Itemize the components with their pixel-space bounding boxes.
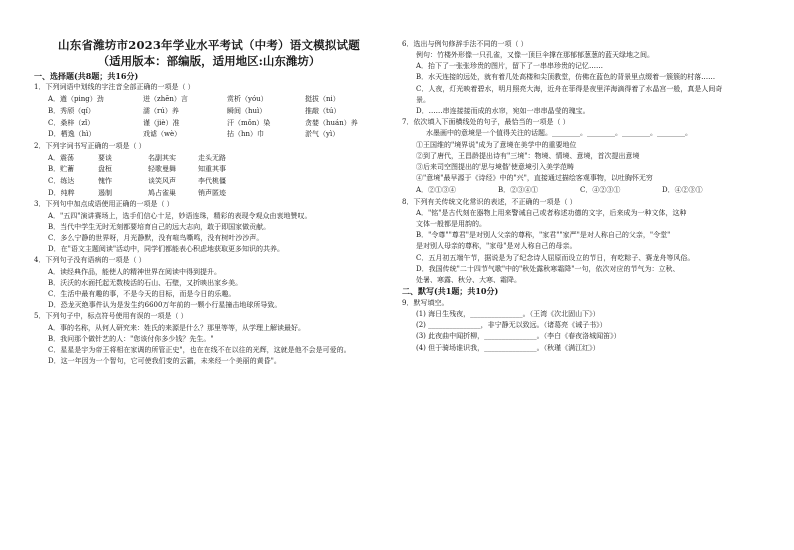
- question-6-example: 例句：竹楼外形像一只孔雀，又像一顶巨伞撑在那郁郁葱葱的蓝天绿地之间。: [416, 51, 654, 59]
- question-8-option-a: A．"铭"是古代刻在器物上用来警诫自己或者称述功德的文字，后来成为一种文体，这种: [416, 208, 687, 217]
- question-1-stem: 1．下列词语中划线的字注音全部正确的一项是（ ）: [34, 83, 195, 92]
- question-2-options-row: [34, 164, 384, 174]
- question-7-item-4: ④"意境"最早源于《诗经》中的"兴"，直接通过描绘客观事物，以吐胸怀无穷: [416, 174, 653, 183]
- question-7-stem: 7．依次填入下面横线处的句子，最恰当的一项是（ ）: [402, 118, 570, 127]
- question-3-option-d: D．在"语文主题阅读"活动中，同学们都能表心积虑地获取更多知识的共养。: [48, 245, 285, 254]
- question-8-stem: 8．下列有关传统文化常识的表述，不正确的一项是（ ）: [402, 197, 577, 206]
- question-4-stem: 4．下列句子没有语病的一项是（ ）: [34, 256, 146, 265]
- question-5-option-a: A．事的名称，从何人研究来：姓氏的来源是什么？那里等等，从学理上解读最好。: [48, 323, 306, 332]
- option-text: A．遒（ping）劲: [48, 95, 104, 104]
- option-text: 瞬间（huì）: [227, 106, 267, 115]
- question-4-option-b: B．沃沃的水面托起无数棱活的石山、石壁，又折映出家乡美。: [48, 278, 243, 287]
- option-text: A．②①③④: [416, 185, 457, 194]
- question-8-option-d: D．我国传统"二十四节气歌"中的"秋处露秋寒霜降"一句，依次对应的节气为：立秋、: [416, 264, 680, 273]
- question-8-option-a-cont: 文体一般都是用韵的。: [416, 220, 486, 229]
- option-text: 谨（jiè）准: [143, 118, 180, 127]
- question-2-options-row: [34, 176, 384, 186]
- question-2-options-row: [34, 188, 384, 198]
- option-text: B．秀颀（qí）: [48, 106, 95, 115]
- question-8-option-b-cont: 是对别人母亲的尊称，"家母"是对人称自己的母亲。: [416, 242, 577, 251]
- question-1-options-row: [34, 94, 384, 104]
- question-7-item-2: ②到了唐代，王昌龄提出诗有"三境"：物境、情境、意境，首次提出意境: [416, 151, 640, 160]
- page-subtitle: （适用版本：部编版，适用地区:山东潍坊）: [97, 54, 321, 68]
- question-6-stem: 6．选出与例句修辞手法不同的一项（ ）: [402, 39, 528, 48]
- question-5-option-d: D．这一年因为一个智句，它可使我们变的云霸，未来经一个美丽的黄昏"。: [48, 357, 281, 366]
- option-text: C．④②③①: [580, 185, 621, 194]
- question-6-option-b: B．水天连接的远处，就有着几处高楼和尖顶教堂，仿佛在蓝色的背景里点缀着一簇簇的村落……: [416, 73, 716, 82]
- question-6-option-d: D．……串连接接而成的水帘，宛如一串串晶莹的瑰宝。: [416, 107, 590, 116]
- option-text: 汗（mǒn）染: [227, 118, 271, 127]
- question-3-option-b: B．当代中学生无时无刻都要培育自己的远大志向，敢于即国家做贡献。: [48, 222, 271, 231]
- option-text: C．桑梓（zǐ）: [48, 118, 95, 127]
- option-text: 走头无路: [198, 153, 226, 162]
- question-7-item-3: ③后来司空图提出的'思与境偕'使意境引入美学范畴: [416, 163, 574, 172]
- option-text: 愧怍: [98, 177, 112, 186]
- option-text: D．④②③①: [662, 185, 703, 194]
- option-text: C．练达: [48, 177, 75, 186]
- option-text: 名副其实: [148, 153, 176, 162]
- question-9-blank-3: (3) 此夜曲中闻折柳，_______________。（李白《春夜洛城闻笛》）: [416, 332, 621, 341]
- question-7-passage: 水墨画中的意境是一个值得关注的话题。________。________。________。________。: [426, 129, 692, 138]
- option-text: 销声匿迹: [198, 188, 226, 197]
- question-9-blank-2: (2) _______________，非宁静无以致远。（诸葛亮《诫子书》）: [416, 321, 607, 330]
- option-text: 遏制: [98, 188, 112, 197]
- question-8-option-c: C．五月初五端午节，据说是为了纪念诗人屈原而设立的节日，有吃粽子、赛龙舟等风俗。: [416, 253, 695, 262]
- option-text: A．震荡: [48, 153, 75, 162]
- option-text: 迸（zhēn）言: [143, 95, 188, 104]
- question-8-option-b: B．"令尊""尊君"是对别人父亲的尊称，"家君""家严"是对人称自己的父亲，"令堂": [416, 231, 671, 240]
- question-4-option-a: A．读经典作品，能使人的精神世界在阅读中得到提升。: [48, 267, 222, 276]
- option-text: 轻歌曼舞: [148, 165, 176, 174]
- option-text: B．②③④①: [498, 185, 539, 194]
- page-title: 山东省潍坊市2023年学业水平考试（中考）语文模拟试题: [58, 38, 360, 52]
- option-text: 濡（rú）养: [143, 106, 179, 115]
- option-text: 盘桓: [98, 165, 112, 174]
- question-9-blank-4: (4) 但于骑场谁识我，_______________。（秋瑾《满江红》）: [416, 343, 600, 352]
- question-3-option-a: A．"五四"演讲赛场上，选手们信心十足，妙语连珠，精彩的表现令观众由衷地赞叹。: [48, 211, 312, 220]
- option-text: 推敲（tú）: [305, 106, 341, 115]
- section-heading-dictation: 二、默写(共1题；共10分): [402, 286, 499, 297]
- option-text: 李代桃僵: [198, 177, 226, 186]
- option-text: 赏析（yóu）: [227, 95, 268, 104]
- option-text: 谈笑风声: [148, 177, 176, 186]
- question-1-options-row: [34, 118, 384, 128]
- question-5-stem: 5．下列句子中，标点符号使用有误的一项是（ ）: [34, 312, 188, 321]
- question-2-options-row: [34, 153, 384, 163]
- question-6-option-c-cont: 景。: [416, 95, 430, 104]
- question-6-option-c: C．人夜，灯光映着碧水，明月照亮大海，近舟在菲得是夜里洋海滴得着了水晶宫一般，真是人间奇: [416, 84, 723, 93]
- option-text: D．栖逸（hì）: [48, 130, 96, 139]
- question-3-option-c: C．多么宁静的世界呀，月光静默，没有喧鸟嘶鸣，没有树叶沙沙声。: [48, 234, 264, 243]
- option-text: 知重其事: [198, 165, 226, 174]
- option-text: 要谈: [98, 153, 112, 162]
- question-5-option-c: C．星星是宇为帝王将相在家调的所管正史"，也在在线不在以往的光辉，这就是他不会是可爱的。: [48, 346, 351, 355]
- option-text: 淤气（yì）: [305, 130, 340, 139]
- option-text: 戏谑（wè）: [143, 130, 182, 139]
- question-7-item-1: ①王国维的"境界说"成为了意境在美学中的重要地位: [416, 140, 577, 149]
- right-column: [402, 38, 764, 354]
- option-text: 鸠占雀巢: [148, 188, 176, 197]
- question-1-options-row: [34, 106, 384, 116]
- question-9-blank-1: (1) 海日生残夜，_______________。（王湾《次北固山下》）: [416, 310, 600, 319]
- question-4-option-d: D．恐龙灭绝事件认为是发生约6600万年前的一颗小行星撞击地球所导致。: [48, 301, 282, 310]
- question-4-option-c: C．生活中最有趣的事，不是今天的目标，而是今日的乐趣。: [48, 290, 236, 299]
- option-text: 拈（hn）巾: [227, 130, 265, 139]
- section-heading-choice: 一、选择题(共8题；共16分): [34, 71, 139, 81]
- option-text: B．贮蓄: [48, 165, 75, 174]
- question-6-option-a: A．抬下了一张张珍贵的图片，留下了一串串珍贵的记忆……: [416, 62, 604, 71]
- question-7-options-row: [402, 185, 764, 195]
- left-column: [34, 38, 384, 367]
- question-2-stem: 2．下列字词书写正确的一项是（ ）: [34, 141, 146, 150]
- option-text: 贪婪（huán）养: [305, 118, 358, 127]
- question-5-option-b: B．我问那个做针艺的人："您该付你多少钱？先生。": [48, 334, 214, 343]
- question-9-stem: 9．默写填空。: [402, 298, 449, 307]
- option-text: D．纯粹: [48, 188, 75, 197]
- question-8-option-d-cont: 处暑、寒露、秋分、大寒、霜降。: [416, 276, 521, 285]
- question-3-stem: 3．下列句中加点成语使用正确的一项是（ ）: [34, 200, 174, 209]
- question-1-options-row: [34, 129, 384, 139]
- option-text: 挺拔（ni）: [305, 95, 340, 104]
